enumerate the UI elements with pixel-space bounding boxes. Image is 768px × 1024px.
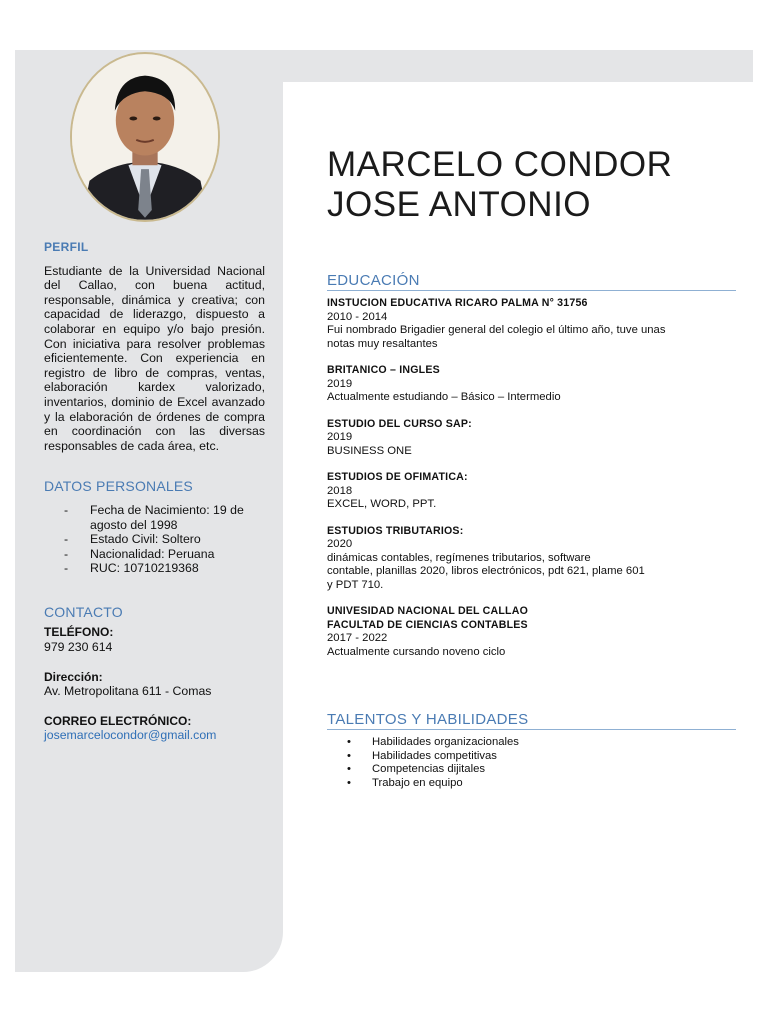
correo-label: CORREO ELECTRÓNICO: — [44, 713, 192, 728]
perfil-heading: PERFIL — [44, 240, 89, 254]
contacto-heading: CONTACTO — [44, 603, 123, 620]
list-item: - Nacionalidad: Peruana — [64, 547, 265, 562]
telefono-label: TELÉFONO: — [44, 625, 114, 640]
telefono-value: 979 230 614 — [44, 640, 113, 655]
education-entry: ESTUDIOS DE OFIMATICA: 2018 EXCEL, WORD, PPT. — [327, 471, 468, 510]
list-item: • Habilidades competitivas — [347, 750, 737, 764]
list-item: • Habilidades organizacionales — [347, 736, 737, 750]
datos-heading: DATOS PERSONALES — [44, 478, 193, 495]
direccion-value: Av. Metropolitana 611 - Comas — [44, 684, 212, 699]
education-entry: ESTUDIOS TRIBUTARIOS: 2020 dinámicas contables, regímenes tributarios, software contable, planillas 2020, libros electrónicos, pdt 621, plame 601 y PDT 710. — [327, 524, 645, 591]
profile-photo — [70, 52, 220, 222]
name-line-2: JOSE ANTONIO — [327, 185, 592, 224]
name-line-1: MARCELO CONDOR — [327, 145, 673, 184]
education-entry: ESTUDIO DEL CURSO SAP: 2019 BUSINESS ONE — [327, 417, 472, 457]
list-item: - Fecha de Nacimiento: 19 de agosto del 1998 — [64, 503, 265, 532]
perfil-text: Estudiante de la Universidad Nacional del Callao, con buena actitud, responsable, dinámica y creativa; con capacidad de liderazgo, dispuesto a colaborar en equipo y/o bajo presión. Con iniciativa para resolver problemas eficientemente. Con experiencia en registro de libro de compras, ventas, elaboración kardex valorizado, inventarios, dominio de Excel avanzado y la elaboración de órdenes de compra en coordinación con las diversas responsables de cada área, etc. — [44, 263, 265, 453]
education-entry: INSTUCION EDUCATIVA RICARO PALMA N° 31756 2010 - 2014 Fui nombrado Brigadier general del colegio el último año, tuve unas notas muy resaltantes — [327, 297, 666, 350]
skills-list — [327, 736, 737, 790]
list-item: - Estado Civil: Soltero — [64, 532, 265, 547]
datos-list — [64, 503, 265, 576]
main-content — [327, 145, 737, 790]
list-item: • Competencias dijitales — [347, 763, 737, 777]
direccion-label: Dirección: — [44, 669, 103, 684]
person-portrait-icon — [72, 54, 218, 220]
email-link[interactable]: josemarcelocondor@gmail.com — [44, 728, 217, 743]
list-item: - RUC: 10710219368 — [64, 561, 265, 576]
sidebar — [44, 240, 265, 743]
education-entry: UNIVESIDAD NACIONAL DEL CALLAO FACULTAD DE CIENCIAS CONTABLES 2017 - 2022 Actualmente cursando noveno ciclo — [327, 605, 529, 658]
list-item: • Trabajo en equipo — [347, 777, 737, 791]
educacion-heading: EDUCACIÓN — [327, 272, 736, 291]
talentos-heading: TALENTOS Y HABILIDADES — [327, 711, 736, 730]
education-entry: BRITANICO – INGLES 2019 Actualmente estudiando – Básico – Intermedio — [327, 364, 561, 403]
